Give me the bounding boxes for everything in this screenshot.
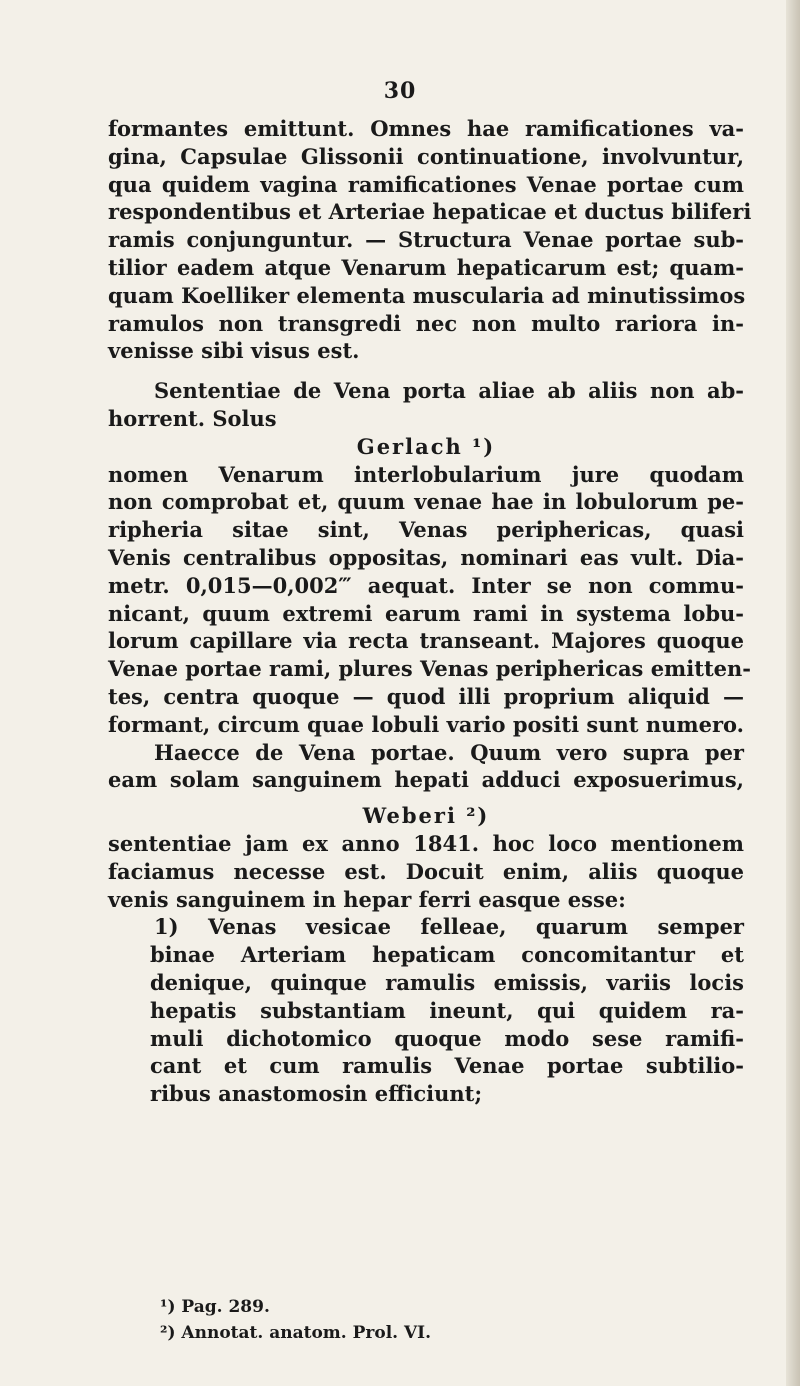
text-line: formant, circum quae lobuli vario positi sunt numero.	[108, 711, 744, 737]
list-item-line: hepatis substantiam ineunt, qui quidem ra-	[150, 997, 744, 1023]
text-line: faciamus necesse est. Docuit enim, aliis quoque	[108, 858, 744, 884]
list-item-line: binae Arteriam hepaticam concomitantur et	[150, 942, 744, 968]
text-line: formantes emittunt. Omnes hae ramificationes va-	[108, 116, 744, 141]
page-number: 30	[383, 78, 417, 104]
text-line: venisse sibi visus est.	[108, 338, 360, 364]
list-item-line: denique, quinque ramulis emissis, variis locis	[150, 969, 744, 995]
text-line: tilior eadem atque Venarum hepaticarum est; quam-	[108, 254, 744, 280]
text-line: non comprobat et, quum venae hae in lobulorum pe-	[108, 489, 744, 515]
footnote-2: ²) Annotat. anatom. Prol. VI.	[160, 1323, 432, 1343]
footnotes	[160, 1294, 660, 1346]
text-line: ripheria sitae sint, Venas periphericas, quasi	[108, 517, 744, 543]
text-line: nomen Venarum interlobularium jure quodam	[108, 461, 744, 487]
text-line: ramulos non transgredi nec non multo rariora in-	[108, 310, 744, 336]
list-item-line: cant et cum ramulis Venae portae subtilio-	[150, 1053, 744, 1079]
list-item-line: muli dichotomico quoque modo sese ramifi-	[150, 1025, 744, 1051]
author-heading-weberi: Weberi ²)	[362, 803, 490, 829]
text-line: respondentibus et Arteriae hepaticae et ductus biliferi	[108, 199, 752, 225]
text-line: eam solam sanguinem hepati adduci exposuerimus,	[108, 767, 744, 793]
text-line: nicant, quum extremi earum rami in systema lobu-	[108, 600, 744, 626]
text-line: quam Koelliker elementa muscularia ad minutissimos	[108, 282, 746, 308]
footnote-1: ¹) Pag. 289.	[160, 1297, 270, 1317]
text-line: ramis conjunguntur. — Structura Venae portae sub-	[108, 227, 744, 253]
list-item-line: 1) Venas vesicae felleae, quarum semper	[154, 914, 744, 940]
text-line: Venae portae rami, plures Venas periphericas emitten-	[108, 656, 751, 682]
text-line: lorum capillare via recta transeant. Majores quoque	[108, 628, 744, 654]
author-heading-gerlach: Gerlach ¹)	[356, 433, 496, 459]
text-line: horrent. Solus	[108, 405, 277, 431]
page-edge	[786, 0, 800, 1386]
text-line: Sententiae de Vena porta aliae ab aliis non ab-	[154, 378, 744, 404]
text-line: sententiae jam ex anno 1841. hoc loco mentionem	[108, 830, 744, 856]
text-line: metr. 0,015—0,002‴ aequat. Inter se non commu-	[108, 572, 744, 598]
text-line: qua quidem vagina ramificationes Venae portae cum	[108, 171, 744, 197]
text-line: gina, Capsulae Glissonii continuatione, involvuntur,	[108, 143, 744, 169]
text-line: Venis centralibus oppositas, nominari eas vult. Dia-	[108, 544, 744, 570]
list-item-line: ribus anastomosin efficiunt;	[150, 1081, 483, 1107]
main-text	[108, 115, 752, 1108]
text-line: tes, centra quoque — quod illi proprium aliquid —	[108, 683, 744, 709]
text-line: Haecce de Vena portae. Quum vero supra per	[154, 739, 744, 765]
text-line: venis sanguinem in hepar ferri easque esse:	[108, 886, 626, 912]
